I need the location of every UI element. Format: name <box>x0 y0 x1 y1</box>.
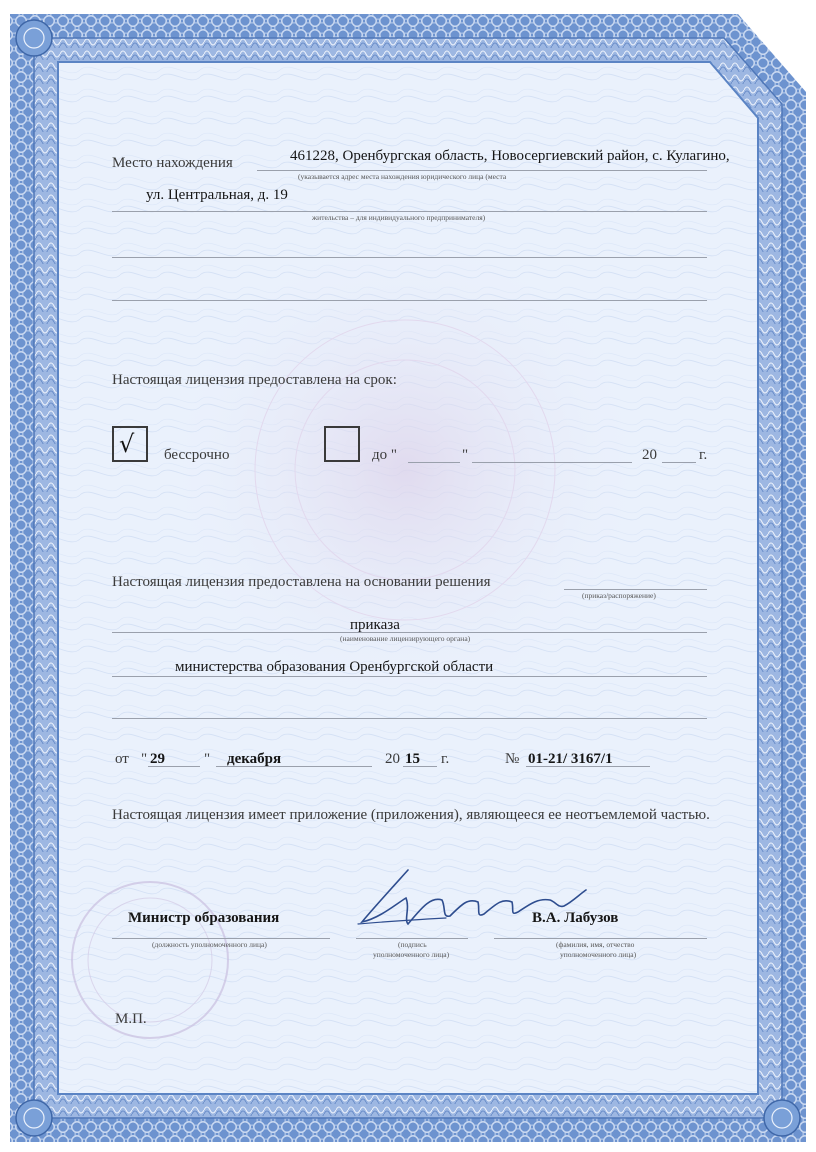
date-year-suffix: г. <box>441 751 450 767</box>
license-number: 01-21/ 3167/1 <box>528 751 613 767</box>
signer-name: В.А. Лабузов <box>532 910 619 926</box>
basis-extra-line <box>112 718 707 719</box>
address-line-2 <box>112 211 707 212</box>
until-year-line <box>662 462 696 463</box>
until-day-line <box>408 462 460 463</box>
position-line <box>112 938 330 939</box>
term-heading: Настоящая лицензия предоставлена на срок: <box>112 372 397 388</box>
signature-caption-2: уполномоченного лица) <box>373 950 450 959</box>
until-year-suffix: г. <box>699 447 708 463</box>
until-year-prefix: 20 <box>642 447 657 463</box>
signature-line <box>356 938 468 939</box>
until-checkbox[interactable] <box>324 426 360 462</box>
signer-position: Министр образования <box>128 910 280 926</box>
stamp-place: М.П. <box>115 1011 147 1027</box>
address-line-3 <box>112 257 707 258</box>
signature-caption-1: (подпись <box>398 940 427 949</box>
basis-doc-type: приказа <box>350 617 400 633</box>
signature-image <box>350 864 590 940</box>
basis-type-line <box>564 589 707 590</box>
date-year: 15 <box>405 751 420 767</box>
annex-text: Настоящая лицензия имеет приложение (приложения), являющееся ее неотъемлемой частью. <box>112 807 710 823</box>
date-year-line <box>403 766 437 767</box>
check-mark-icon: √ <box>119 430 135 458</box>
address-value-2: ул. Центральная, д. 19 <box>146 187 288 203</box>
date-year-prefix: 20 <box>385 751 400 767</box>
position-caption: (должность уполномоченного лица) <box>152 940 267 949</box>
date-month-line <box>216 766 372 767</box>
date-open-quote: " <box>141 751 148 767</box>
address-caption-2: жительства – для индивидуального предпринимателя) <box>312 213 486 222</box>
basis-doc-line <box>112 632 707 633</box>
perpetual-checkbox[interactable] <box>112 426 148 462</box>
address-value-1: 461228, Оренбургская область, Новосергиевский район, с. Кулагино, <box>290 148 730 164</box>
name-caption-2: уполномоченного лица) <box>560 950 637 959</box>
address-caption-1: (указывается адрес места нахождения юридического лица (места <box>298 172 507 181</box>
address-label: Место нахождения <box>112 155 233 171</box>
date-from: от <box>115 751 129 767</box>
name-line <box>494 938 707 939</box>
name-caption-1: (фамилия, имя, отчество <box>556 940 635 949</box>
until-prefix: до " <box>372 447 398 463</box>
until-month-line <box>472 462 632 463</box>
basis-type-caption: (приказ/распоряжение) <box>582 591 656 600</box>
date-day-line <box>148 766 200 767</box>
date-month: декабря <box>227 751 282 767</box>
basis-org-caption: (наименование лицензирующего органа) <box>340 634 471 643</box>
perpetual-label: бессрочно <box>164 447 230 463</box>
until-quote: " <box>462 447 469 463</box>
basis-org: министерства образования Оренбургской области <box>175 659 494 675</box>
number-sign: № <box>505 751 520 767</box>
basis-org-line <box>112 676 707 677</box>
basis-heading: Настоящая лицензия предоставлена на основании решения <box>112 574 491 590</box>
license-number-line <box>526 766 650 767</box>
date-close-quote: " <box>204 751 211 767</box>
address-line-1 <box>257 170 707 171</box>
date-day: 29 <box>150 751 165 767</box>
address-line-4 <box>112 300 707 301</box>
